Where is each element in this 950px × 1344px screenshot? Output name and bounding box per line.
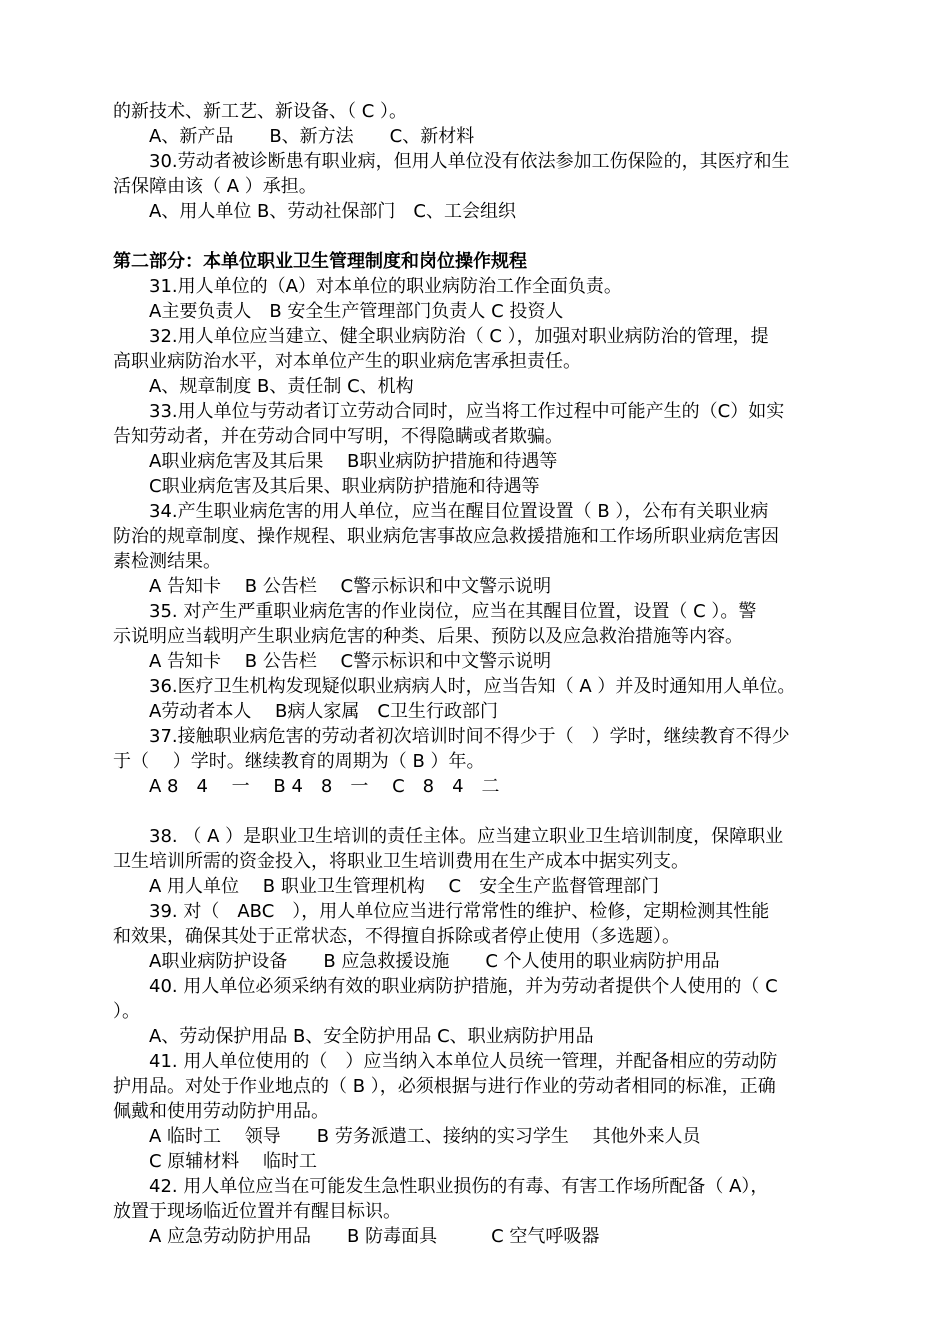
question-36: 36.医疗卫生机构发现疑似职业病病人时，应当告知（ A ）并及时通知用人单位。 (149, 676, 796, 697)
answer-options: A 用人单位 B 职业卫生管理机构 C 安全生产监督管理部门 (149, 876, 660, 897)
answer-options: A职业病防护设备 B 应急救援设施 C 个人使用的职业病防护用品 (149, 951, 720, 972)
question-38: 38. （ A ）是职业卫生培训的责任主体。应当建立职业卫生培训制度，保障职业 (149, 826, 784, 847)
question-32: 32.用人单位应当建立、健全职业病防治（ C ），加强对职业病防治的管理，提 (149, 326, 769, 347)
text-line: 佩戴和使用劳动防护用品。 (113, 1101, 329, 1122)
answer-options: A 8 4 一 B 4 8 一 C 8 4 二 (149, 776, 500, 797)
text-line: 护用品。对处于作业地点的（ B ），必须根据与进行作业的劳动者相同的标准，正确 (113, 1076, 776, 1097)
text-line: 告知劳动者，并在劳动合同中写明，不得隐瞒或者欺骗。 (113, 426, 563, 447)
answer-options: A、规章制度 B、责任制 C、机构 (149, 376, 414, 397)
question-37: 37.接触职业病危害的劳动者初次培训时间不得少于（ ）学时，继续教育不得少 (149, 726, 790, 747)
answer-options: A 告知卡 B 公告栏 C警示标识和中文警示说明 (149, 576, 552, 597)
answer-options: A职业病危害及其后果 B职业病防护措施和待遇等 (149, 451, 558, 472)
answer-options: A劳动者本人 B病人家属 C卫生行政部门 (149, 701, 498, 722)
answer-options: A、劳动保护用品 B、安全防护用品 C、职业病防护用品 (149, 1026, 594, 1047)
answer-options: A 临时工 领导 B 劳务派遣工、接纳的实习学生 其他外来人员 (149, 1126, 701, 1147)
text-line: 示说明应当载明产生职业病危害的种类、后果、预防以及应急救治措施等内容。 (113, 626, 743, 647)
text-line: 放置于现场临近位置并有醒目标识。 (113, 1201, 401, 1222)
text-line: 活保障由该（ A ）承担。 (113, 176, 317, 197)
answer-options: A主要负责人 B 安全生产管理部门负责人 C 投资人 (149, 301, 564, 322)
text-line: 卫生培训所需的资金投入，将职业卫生培训费用在生产成本中据实列支。 (113, 851, 689, 872)
text-line: 的新技术、新工艺、新设备、（ C ）。 (113, 101, 408, 122)
text-line: 高职业病防治水平，对本单位产生的职业病危害承担责任。 (113, 351, 581, 372)
question-41: 41. 用人单位使用的（ ）应当纳入本单位人员统一管理，并配备相应的劳动防 (149, 1051, 778, 1072)
question-30: 30.劳动者被诊断患有职业病，但用人单位没有依法参加工伤保险的，其医疗和生 (149, 151, 790, 172)
text-line: 于（ ）学时。继续教育的周期为（ B ）年。 (113, 751, 485, 772)
text-line: ）。 (113, 1001, 140, 1022)
answer-options: A 应急劳动防护用品 B 防毒面具 C 空气呼吸器 (149, 1226, 600, 1247)
answer-options: C职业病危害及其后果、职业病防护措施和待遇等 (149, 476, 540, 497)
question-35: 35. 对产生严重职业病危害的作业岗位，应当在其醒目位置，设置（ C ）。警 (149, 601, 757, 622)
text-line: 防治的规章制度、操作规程、职业病危害事故应急救援措施和工作场所职业病危害因 (113, 526, 779, 547)
question-33: 33.用人单位与劳动者订立劳动合同时，应当将工作过程中可能产生的（C）如实 (149, 401, 785, 422)
text-line: 素检测结果。 (113, 551, 221, 572)
question-42: 42. 用人单位应当在可能发生急性职业损伤的有毒、有害工作场所配备（ A）， (149, 1176, 769, 1197)
section-heading: 第二部分：本单位职业卫生管理制度和岗位操作规程 (113, 251, 527, 272)
answer-options: A、用人单位 B、劳动社保部门 C、工会组织 (149, 201, 516, 222)
question-31: 31.用人单位的（A）对本单位的职业病防治工作全面负责。 (149, 276, 622, 297)
question-39: 39. 对（ ABC ），用人单位应当进行常常性的维护、检修，定期检测其性能 (149, 901, 770, 922)
answer-options: A、新产品 B、新方法 C、新材料 (149, 126, 475, 147)
question-34: 34.产生职业病危害的用人单位，应当在醒目位置设置（ B ），公布有关职业病 (149, 501, 769, 522)
answer-options: C 原辅材料 临时工 (149, 1151, 318, 1172)
answer-options: A 告知卡 B 公告栏 C警示标识和中文警示说明 (149, 651, 552, 672)
question-40: 40. 用人单位必须采纳有效的职业病防护措施，并为劳动者提供个人使用的（ C (149, 976, 778, 997)
text-line: 和效果，确保其处于正常状态，不得擅自拆除或者停止使用（多选题）。 (113, 926, 680, 947)
